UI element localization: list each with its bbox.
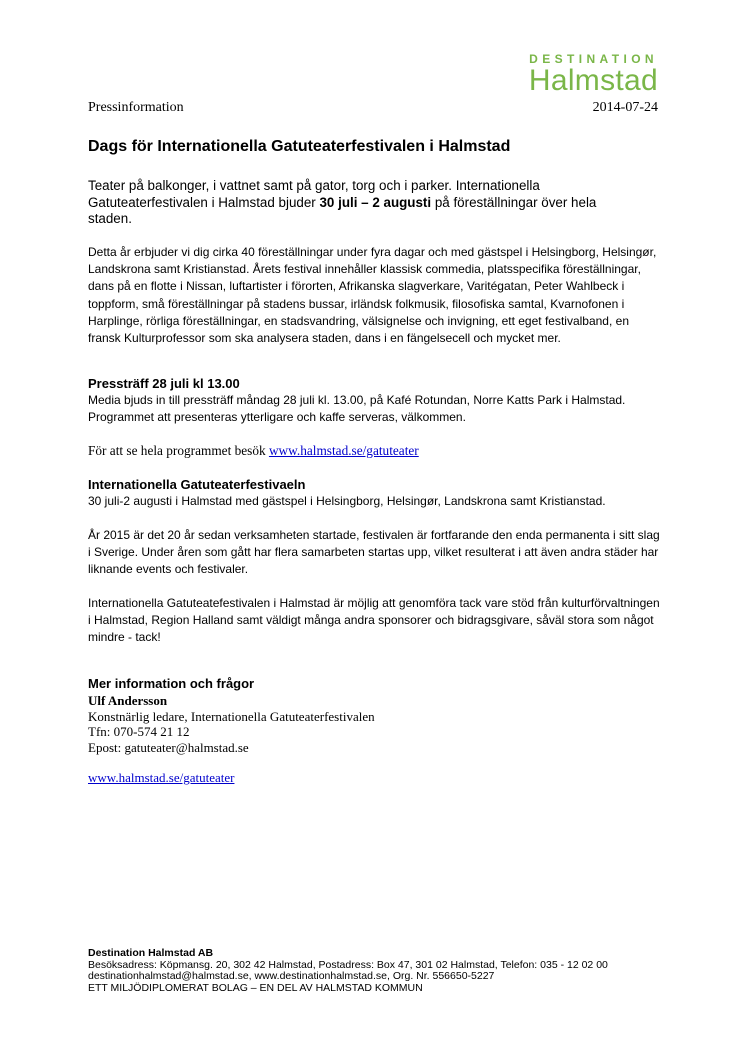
press-heading: Pressträff 28 juli kl 13.00: [88, 376, 240, 391]
footer-address: Besöksadress: Köpmansg. 20, 302 42 Halmstad, Postadress: Box 47, 301 02 Halmstad, Telefon: 035 - 12 02 00: [88, 958, 608, 971]
contact-block: [88, 693, 375, 786]
contact-link[interactable]: www.halmstad.se/gatuteater: [88, 770, 235, 786]
lead-text-after: på föreställningar över hela staden.: [88, 194, 597, 226]
contact-email: Epost: gatuteater@halmstad.se: [88, 739, 249, 755]
footer-company: Destination Halmstad AB: [88, 947, 214, 959]
support-paragraph: Internationella Gatuteatefestivalen i Halmstad är möjlig att genomföra tack vare stöd från kulturförvaltningen i Halmstad, Region Halland samt väldigt många andra sponsorer och bidragsgivare, såväl stora som något mindre - tack!: [88, 596, 660, 645]
lead-dates: 30 juli – 2 augusti: [319, 194, 432, 210]
program-link[interactable]: www.halmstad.se/gatuteater: [268, 443, 419, 458]
lead-paragraph: [88, 178, 628, 228]
contact-phone: Tfn: 070-574 21 12: [88, 724, 190, 740]
contact-heading: Mer information och frågor: [88, 676, 255, 691]
logo-top-text: DESTINATION: [529, 52, 658, 66]
footer-tagline: ETT MILJÖDIPLOMERAT BOLAG – EN DEL AV HALMSTAD KOMMUN: [88, 981, 423, 994]
history-paragraph: År 2015 är det 20 år sedan verksamheten startade, festivalen är fortfarande den enda permanenta i sitt slag i Sverige. Under åren som gått har flera samarbeten startas upp, vilket resulterat i att även andra städer har liknande events och festivaler.: [88, 528, 660, 577]
press-paragraph: Media bjuds in till pressträff måndag 28 juli kl. 13.00, på Kafé Rotundan, Norre Katts Park i Halmstad. Programmet att presenteras ytterligare och kaffe serveras, välkommen.: [88, 393, 626, 425]
footer-contact: destinationhalmstad@halmstad.se, www.destinationhalmstad.se, Org. Nr. 556650-5227: [88, 970, 495, 982]
lead-text-before: Teater på balkonger, i vattnet samt på gator, torg och i parker. Internationella Gatuteaterfestivalen i Halmstad bjuder: [88, 178, 540, 210]
page-title: Dags för Internationella Gatuteaterfestivalen i Halmstad: [88, 138, 511, 155]
about-heading: Internationella Gatuteaterfestivaeln: [88, 477, 306, 492]
contact-role: Konstnärlig ledare, Internationella Gatuteaterfestivalen: [88, 708, 375, 724]
program-text: För att se hela programmet besök: [88, 443, 269, 458]
program-line: [88, 443, 419, 459]
about-line: 30 juli-2 augusti i Halmstad med gästspel i Helsingborg, Helsingør, Landskrona samt Kristianstad.: [88, 494, 606, 508]
contact-name: Ulf Andersson: [88, 693, 168, 708]
document-date: 2014-07-24: [592, 100, 658, 115]
page-footer: [88, 948, 608, 994]
document-label: Pressinformation: [88, 100, 184, 115]
intro-paragraph: Detta år erbjuder vi dig cirka 40 föreställningar under fyra dagar och med gästspel i Helsingborg, Helsingør, Landskrona samt Kristianstad. Årets festival innehåller klassisk commedia, platsspecifika föreställningar, dans på en flotte i Nissan, luftartister i förorten, Afrikanska slagverkare, Varitégatan, Peter Wahlbeck i toppform, små föreställningar på stadens bussar, irländsk folkmusik, filosofiska samtal, Kvarnofonen i Harplinge, rörliga föreställningar, en stadsvandring, välsignelse och invigning, ett eget festivalband, en fransk Kulturprofessor som ska analysera staden, dans i en fängelsecell och mycket mer.: [88, 245, 657, 346]
destination-halmstad-logo: [529, 52, 658, 96]
logo-main-text: Halmstad: [528, 64, 658, 97]
document-header: [88, 100, 658, 116]
